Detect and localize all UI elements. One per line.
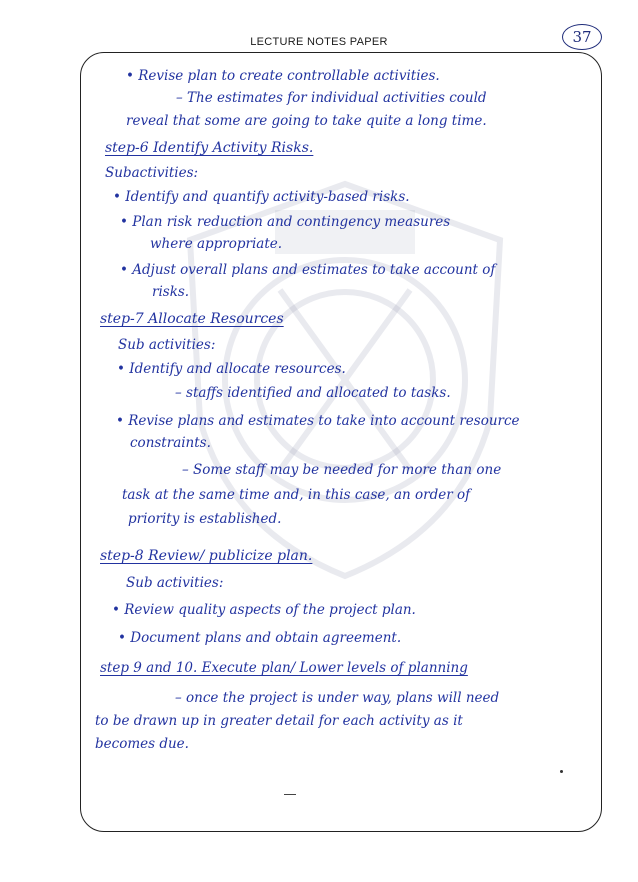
step7-bullet-2-line-2: constraints. bbox=[130, 435, 211, 451]
step9-line-2: to be drawn up in greater detail for each activity as it bbox=[95, 713, 463, 729]
step6-bullet-2-line-2: where appropriate. bbox=[150, 236, 283, 252]
step9-line-1: – once the project is under way, plans will need bbox=[175, 690, 500, 706]
step6-bullet-3-line-2: risks. bbox=[152, 284, 190, 300]
step7-heading: step-7 Allocate Resources bbox=[100, 311, 284, 327]
step6-bullet-3-line-1: • Adjust overall plans and estimates to take account of bbox=[120, 262, 496, 278]
step9-10-heading: step 9 and 10. Execute plan/ Lower levels of planning bbox=[100, 660, 468, 676]
step7-note-line-2: task at the same time and, in this case, an order of bbox=[122, 487, 471, 503]
step6-bullet-1: • Identify and quantify activity-based risks. bbox=[113, 189, 410, 205]
step7-bullet-1: • Identify and allocate resources. bbox=[117, 361, 346, 377]
step7-note-line-1: – Some staff may be needed for more than one bbox=[182, 462, 502, 478]
step7-subactivities-label: Sub activities: bbox=[118, 337, 216, 353]
step7-bullet-1-detail: – staffs identified and allocated to tasks. bbox=[175, 385, 451, 401]
step8-subactivities-label: Sub activities: bbox=[126, 575, 224, 591]
page-number: 37 bbox=[562, 24, 602, 50]
step6-subactivities-label: Subactivities: bbox=[105, 165, 199, 181]
note-estimates-line-2: reveal that some are going to take quite a long time. bbox=[126, 113, 487, 129]
step6-bullet-2-line-1: • Plan risk reduction and contingency measures bbox=[120, 214, 451, 230]
note-estimates-line-1: – The estimates for individual activities could bbox=[176, 90, 487, 106]
note-revise-plan: • Revise plan to create controllable activities. bbox=[126, 68, 440, 84]
ink-dot bbox=[560, 770, 563, 773]
step6-heading: step-6 Identify Activity Risks. bbox=[105, 140, 314, 156]
step9-line-3: becomes due. bbox=[95, 736, 189, 752]
step7-bullet-2-line-1: • Revise plans and estimates to take into account resource bbox=[116, 413, 520, 429]
bottom-dash bbox=[284, 794, 296, 795]
step8-bullet-2: • Document plans and obtain agreement. bbox=[118, 630, 402, 646]
step7-note-line-3: priority is established. bbox=[128, 511, 282, 527]
page-header: LECTURE NOTES PAPER bbox=[250, 36, 388, 48]
step8-heading: step-8 Review/ publicize plan. bbox=[100, 548, 313, 564]
step8-bullet-1: • Review quality aspects of the project plan. bbox=[112, 602, 416, 618]
